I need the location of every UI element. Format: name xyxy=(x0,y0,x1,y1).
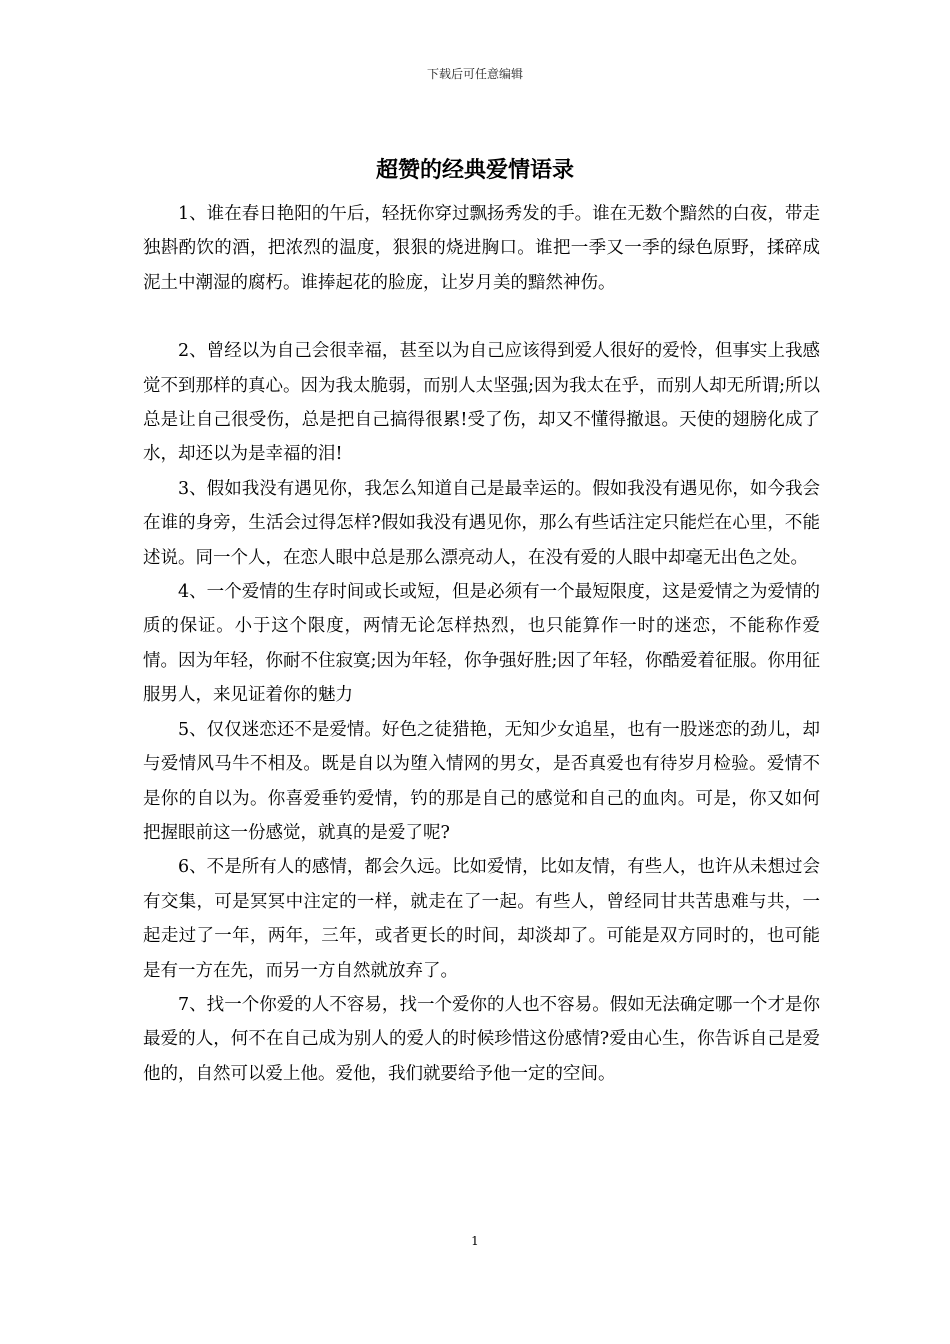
paragraph-7: 7、找一个你爱的人不容易，找一个爱你的人也不容易。假如无法确定哪一个才是你最爱的人，何不在自己成为别人的爱人的时候珍惜这份感情?爱由心生，你告诉自己是爱他的，自然可以爱上他。爱他，我们就要给予他一定的空间。 xyxy=(143,994,820,1084)
document-title: 超赞的经典爱情语录 xyxy=(375,157,574,183)
page-number: 1 xyxy=(471,1234,479,1248)
paragraph-3: 3、假如我没有遇见你，我怎么知道自己是最幸运的。假如我没有遇见你，如今我会在谁的身旁，生活会过得怎样?假如我没有遇见你，那么有些话注定只能烂在心里，不能述说。同一个人，在恋人眼中总是那么漂亮动人，在没有爱的人眼中却毫无出色之处。 xyxy=(143,478,820,568)
paragraph-5: 5、仅仅迷恋还不是爱情。好色之徒猎艳，无知少女追星，也有一股迷恋的劲儿，却与爱情风马牛不相及。既是自以为堕入情网的男女，是否真爱也有待岁月检验。爱情不是你的自以为。你喜爱垂钓爱情，钓的那是自己的感觉和自己的血肉。可是，你又如何把握眼前这一份感觉，就真的是爱了呢? xyxy=(143,719,820,843)
page-header: 下载后可任意编辑 xyxy=(426,67,523,81)
paragraph-4: 4、一个爱情的生存时间或长或短，但是必须有一个最短限度，这是爱情之为爱情的质的保证。小于这个限度，两情无论怎样热烈，也只能算作一时的迷恋，不能称作爱情。因为年轻，你耐不住寂寞;因为年轻，你争强好胜;因了年轻，你酷爱着征服。你用征服男人，来见证着你的魅力 xyxy=(143,582,820,706)
document-body xyxy=(143,197,820,1091)
paragraph-2: 2、曾经以为自己会很幸福，甚至以为自己应该得到爱人很好的爱怜，但事实上我感觉不到那样的真心。因为我太脆弱，而别人太坚强;因为我太在乎，而别人却无所谓;所以总是让自己很受伤，总是把自己搞得很累!受了伤，却又不懂得撤退。天使的翅膀化成了水，却还以为是幸福的泪! xyxy=(143,341,820,465)
paragraph-6: 6、不是所有人的感情，都会久远。比如爱情，比如友情，有些人，也许从未想过会有交集，可是冥冥中注定的一样，就走在了一起。有些人，曾经同甘共苦患难与共，一起走过了一年，两年，三年，或者更长的时间，却淡却了。可能是双方同时的，也可能是有一方在先，而另一方自然就放弃了。 xyxy=(143,857,820,981)
paragraph-1: 1、谁在春日艳阳的午后，轻抚你穿过飘扬秀发的手。谁在无数个黯然的白夜，带走独斟酌饮的酒，把浓烈的温度，狠狠的烧进胸口。谁把一季又一季的绿色原野，揉碎成泥土中潮湿的腐朽。谁捧起花的脸庞，让岁月美的黯然神伤。 xyxy=(143,204,820,293)
